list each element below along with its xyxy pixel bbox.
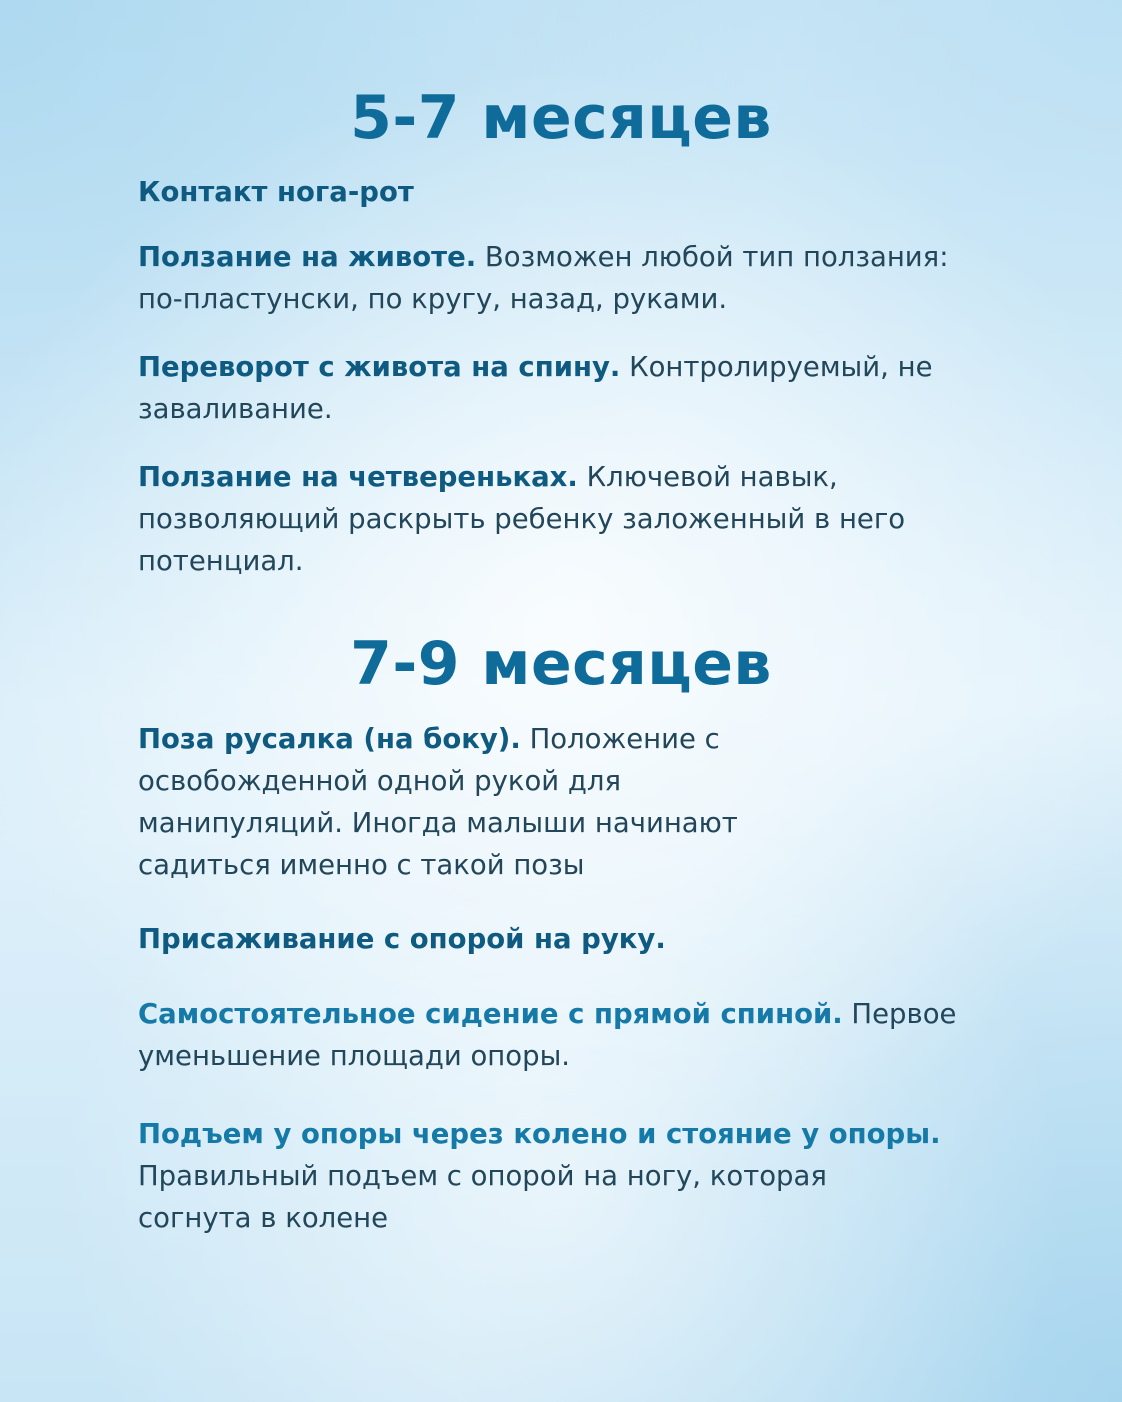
- section-2-item-1-lead: Поза русалка (на боку).: [138, 723, 521, 755]
- section-1-title: 5-7 месяцев: [350, 83, 772, 153]
- section-1-item-3: [138, 346, 968, 430]
- section-2-item-3: [138, 993, 978, 1077]
- section-2-title: 7-9 месяцев: [350, 629, 772, 699]
- section-2-item-3-desc: Первое уменьшение площади опоры.: [138, 998, 957, 1072]
- section-1-item-2: [138, 236, 958, 320]
- section-2-item-4-desc: Правильный подъем с опорой на ногу, которая согнута в колене: [138, 1160, 827, 1234]
- section-1-item-2-lead: Ползание на животе.: [138, 241, 477, 273]
- section-2-item-4: [138, 1113, 948, 1239]
- section-2-item-4-lead: Подъем у опоры через колено и стояние у опоры.: [138, 1118, 941, 1150]
- section-1-item-4-desc: Ключевой навык, позволяющий раскрыть ребенку заложенный в него потенциал.: [138, 461, 906, 577]
- section-2-item-3-lead: Самостоятельное сидение с прямой спиной.: [138, 998, 843, 1030]
- section-2-item-2-lead: Присаживание с опорой на руку.: [138, 923, 666, 955]
- section-1-item-3-desc: Контролируемый, не заваливание.: [138, 351, 933, 425]
- section-1-item-4-lead: Ползание на четвереньках.: [138, 461, 578, 493]
- section-1-item-3-lead: Переворот с живота на спину.: [138, 351, 621, 383]
- section-1-item-4: [138, 456, 948, 582]
- section-1-item-1: [138, 171, 838, 213]
- section-2-item-1-desc: Положение с освобожденной одной рукой для манипуляций. Иногда малыши начинают садиться именно с такой позы: [138, 723, 738, 881]
- section-2-item-2: [138, 918, 938, 960]
- section-1-item-1-lead: Контакт нога-рот: [138, 176, 414, 208]
- section-1-item-2-desc: Возможен любой тип ползания: по-пластунски, по кругу, назад, руками.: [138, 241, 949, 315]
- section-2-item-1: [138, 718, 818, 886]
